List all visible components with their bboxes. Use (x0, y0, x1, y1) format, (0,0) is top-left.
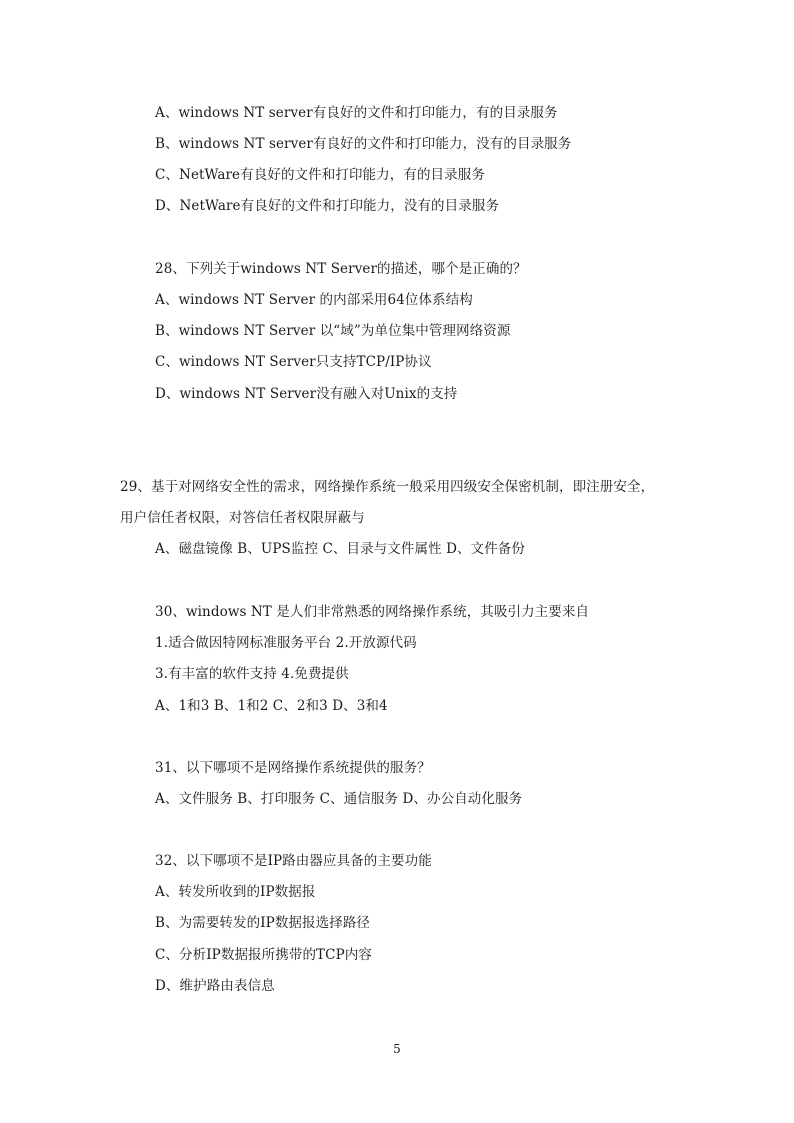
q30-item-line2: 3.有丰富的软件支持 4.免费提供 (155, 666, 349, 682)
q29-question-line2: 用户信任者权限，对答信任者权限屏蔽与 (120, 510, 365, 526)
q28-option-a: A、windows NT Server 的内部采用64位体系结构 (155, 292, 473, 308)
q29-question-line1: 29、基于对网络安全性的需求，网络操作系统一般采用四级安全保密机制，即注册安全， (120, 479, 655, 495)
q31-options: A、文件服务 B、打印服务 C、通信服务 D、办公自动化服务 (155, 791, 523, 807)
q30-item-line1: 1.适合做因特网标准服务平台 2.开放源代码 (155, 635, 417, 651)
page-number: 5 (393, 1042, 401, 1056)
q30-question: 30、windows NT 是人们非常熟悉的网络操作系统，其吸引力主要来自 (155, 604, 590, 620)
q27-option-a: A、windows NT server有良好的文件和打印能力，有的目录服务 (155, 105, 558, 121)
q32-option-a: A、转发所收到的IP数据报 (155, 884, 316, 900)
q27-option-b: B、windows NT server有良好的文件和打印能力，没有的目录服务 (155, 136, 572, 152)
q27-option-c: C、NetWare有良好的文件和打印能力，有的目录服务 (155, 167, 485, 183)
q32-option-d: D、维护路由表信息 (155, 978, 275, 994)
q31-question: 31、以下哪项不是网络操作系统提供的服务？ (155, 760, 431, 776)
q28-option-d: D、windows NT Server没有融入对Unix的支持 (155, 386, 458, 402)
q29-options: A、磁盘镜像 B、UPS监控 C、目录与文件属性 D、文件备份 (155, 541, 526, 557)
q32-option-b: B、为需要转发的IP数据报选择路径 (155, 915, 371, 931)
q32-question: 32、以下哪项不是IP路由器应具备的主要功能 (155, 853, 432, 869)
q28-option-b: B、windows NT Server 以“域”为单位集中管理网络资源 (155, 323, 511, 339)
q30-options: A、1和3 B、1和2 C、2和3 D、3和4 (155, 698, 388, 714)
q27-option-d: D、NetWare有良好的文件和打印能力，没有的目录服务 (155, 198, 500, 214)
q28-option-c: C、windows NT Server只支持TCP/IP协议 (155, 354, 432, 370)
q32-option-c: C、分析IP数据报所携带的TCP内容 (155, 947, 372, 963)
q28-question: 28、下列关于windows NT Server的描述，哪个是正确的？ (155, 261, 527, 277)
